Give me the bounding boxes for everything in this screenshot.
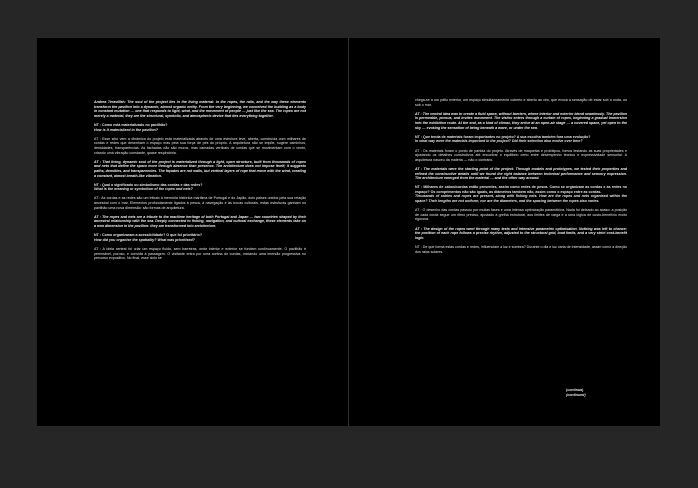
english-paragraph [415, 112, 627, 130]
english-paragraph [415, 227, 627, 241]
english-paragraph [94, 215, 306, 229]
paragraph-text: AT : The central idea was to create a fluid space, without barriers, where interior and exterior blend seamlessly. The pavilion is permeable, porous, and invites movement. The visitor enters through a curtain of ropes, beginning a gradual immersion into the exhibition route. At the end, as a kind of climax, they arrive at an open-air stage — a covered space, yet open to the sky — evoking the sensation of being beneath a wave, or under the sea. [415, 111, 627, 130]
portuguese-paragraph [94, 247, 306, 261]
continued-pt: (continua) [566, 388, 584, 392]
interview-question [415, 135, 627, 144]
paragraph-text: NT : Que tenda de materiais foram importantes no projeto? A sua escolha também fora uma evolução? [415, 134, 591, 139]
paragraph-text: AT : Os materiais foram o ponto de partida do projeto. Através de maquetas e protótipos, fomos testando as suas propriedades e ajustando os detalhes construtivos até encontrar o equilíbrio certo entre desempenho técnico e expressividade sensorial. A arquitetura nasceu da matéria — não o contrário. [415, 148, 627, 162]
continued-note [566, 388, 586, 397]
paragraph-text: Andrea Teravillah: The soul of the project lies in the living material: in the ropes, the rails, and the way these elements transform the pavilion into a dynamic, almost organic entity. From the very beginning, we conceived the building as a body in constant mutation — one that responds to light, wind, and the movement of people — just like the sea. The ropes are not merely a material, they are the structural, symbolic, and atmospheric device that ties everything together. [94, 100, 306, 118]
paragraph-text: chega-se a um pátio exterior, um espaço simultaneamente coberto e aberto ao céu, que evoca a sensação de estar sob a onda, ou sob o mar. [415, 98, 627, 107]
paragraph-text: AT : The ropes and nets are a tribute to the maritime heritage of both Portugal and Japan — two countries shaped by their ancestral relationship with the sea. Deeply connected to fishing, navigation, and cultural exchange, these elements take on a new dimension in the pavilion: they are transformed into architecture. [94, 214, 306, 229]
question-translation: How is it materialized in the pavilion? [94, 127, 158, 132]
interview-question [94, 183, 306, 192]
paragraph-text: NT : Milhares de cabos/cordas estão presentes, assim como redes de pesca. Como se organizam as cordas e as redes no espaço? Os comprimentos não são iguais, as diâmetros também não, assim como o espaço entre as cordas. [415, 185, 627, 194]
paragraph-text: NT : Como organizaram a acessibilidade? O que foi prioritário? [94, 233, 203, 238]
interview-question [94, 123, 306, 132]
paragraph-text: AT : O desenho das cordas passou por muitas fases e uma intensa optimização paramétrica. Nada foi deixado ao acaso: a posição de cada corda segue um ritmo preciso, ajustado à grelha estrutural, aos limites de carga e a uma lógica de custo-benefício muito rigorosa. [415, 208, 627, 222]
magazine-spread [37, 38, 660, 426]
paragraph-text: NT : Qual o significado ou simbolismo das cordas e das redes? [94, 182, 203, 187]
paragraph-text: NT : De que forma estas cordas e redes, influenciam a luz e sombra? Durante o dia e luz varia de intensidade, assim como a direção dos raios solares. [415, 245, 627, 254]
portuguese-paragraph [94, 137, 306, 155]
question-translation: Thousands of cables and ropes are present, along with fishing nets. How are the ropes and nets organised within the space? Their lengths are not uniform, nor are the diameters, and the spacing between the ropes also varies. [415, 194, 627, 204]
question-translation: How did you organise the spatiality? What was prioritised? [94, 237, 195, 242]
paragraph-text: NT : Como está materializado no pavilhão? [94, 122, 168, 127]
english-paragraph [94, 160, 306, 178]
paragraph-text: AT : The design of the ropes went through many tests and intensive parametric optimisation. Nothing was left to chance: the position of each rope follows a precise rhythm, adjusted to the structural grid, load limits, and a very strict cost-benefit logic. [415, 226, 627, 240]
interview-question [415, 185, 627, 203]
continued-en: (continued) [566, 392, 586, 397]
portuguese-paragraph [415, 98, 627, 107]
english-paragraph [94, 100, 306, 118]
portuguese-paragraph [415, 149, 627, 163]
paragraph-text: AT : As cordas e as redes são um tributo à memória histórica marítima de Portugal e do Japão, dois países unidos pela sua relação ancestral com o mar. Elementos profundamente ligados à pesca, à navegação e às trocas culturais, estas estruturas ganham no pavilhão uma nova dimensão: são formas de arquitetura. [94, 196, 306, 210]
english-paragraph [415, 167, 627, 181]
page-gutter [348, 38, 349, 426]
portuguese-paragraph [415, 208, 627, 222]
paragraph-text: AT : That living, dynamic soul of the project is materialized through a light, open structure, built from thousands of ropes and nets that define the space more through absence than presence. The architecture does not impose itself; it suggests paths, densities, and transparencies. The façades are not walls, but vertical layers of rope that move with the wind, creating a constant, almost breath-like vibration. [94, 159, 306, 178]
left-page-text [94, 38, 306, 488]
portuguese-paragraph [94, 196, 306, 210]
right-page-text [415, 38, 627, 486]
paragraph-text: AT : The materials were the starting point of the project. Through models and prototypes, we tested their properties and refined the constructive details until we found the right balance between technical performance and sensory expression. The architecture emerged from the material — and the other way around. [415, 166, 627, 181]
interview-question [94, 233, 306, 242]
paragraph-text: AT : Esse sítio vem a dinâmica do projeto está materializada através de uma estrutura leve, aberta, construída com milhares de cordas e redes que desenham o espaço mas pela sua força de pés do próprio. A arquitetura não se impõe, sugere caminhos, densidades, transparências. As fachadas não são muros, mas camadas verticais de cordas que se movimentam com o vento, criando uma vibração constante, quase respiratória. [94, 136, 306, 155]
portuguese-paragraph [415, 245, 627, 254]
paragraph-text: AT : A ideia central foi criar um espaço fluido, sem barreiras, onde interior e exterior se fundem continuamente. O pavilhão é permeável, poroso, e convida à passagem. O visitante entra por uma cortina de cordas, iniciando uma imersão progressiva no percurso expositivo. No final, esse ciclo se [94, 247, 306, 261]
question-translation: What is the meaning or symbolism of the ropes and nets? [94, 187, 193, 192]
question-translation: In what way were the materials important in the project? Did their selection also evolve over time? [415, 139, 583, 144]
